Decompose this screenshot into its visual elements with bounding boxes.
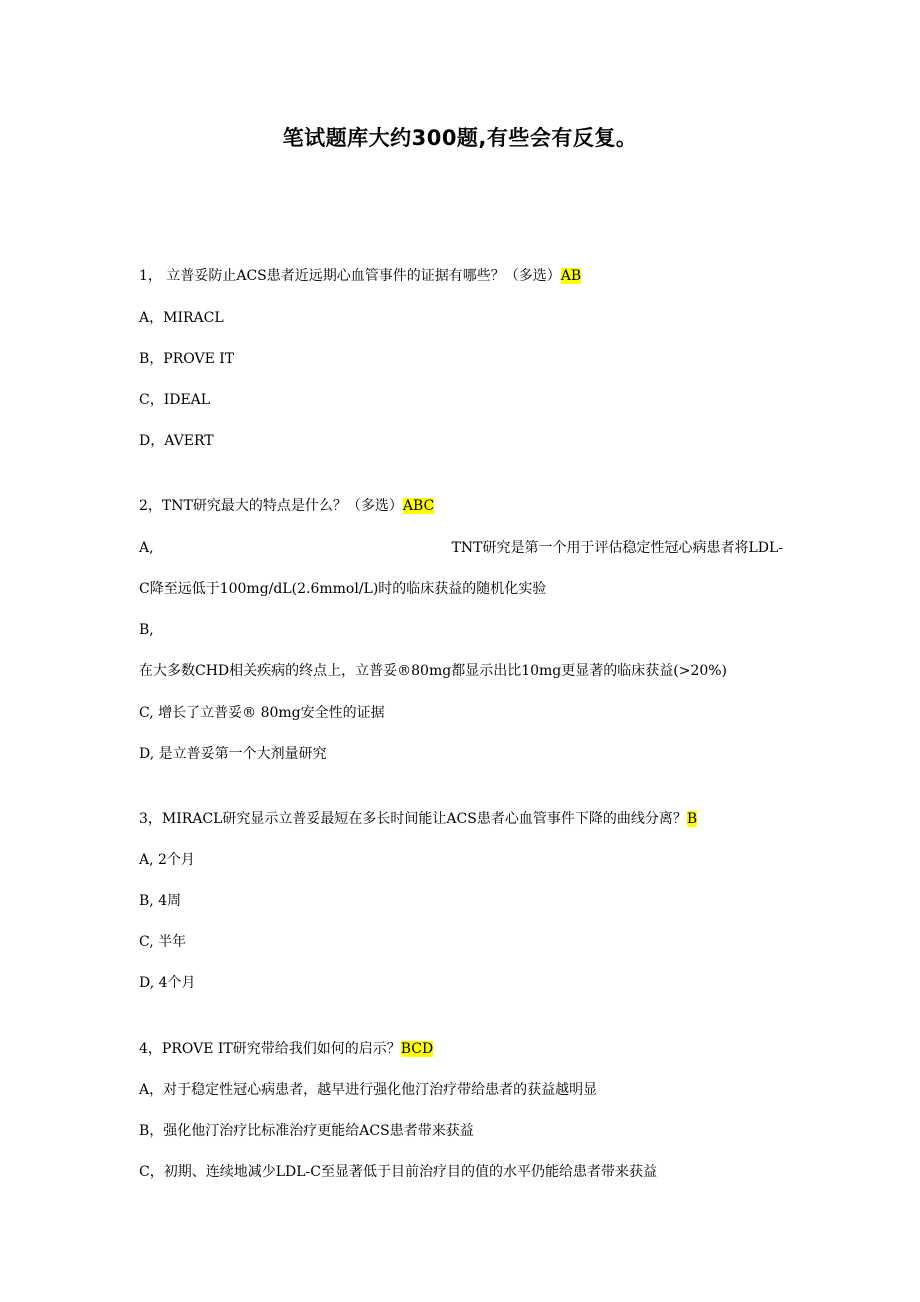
option-text: TNT研究是第一个用于评估稳定性冠心病患者将LDL- xyxy=(451,540,783,556)
question-3-option-d: D, 4个月 xyxy=(139,975,196,991)
question-4-option-a: A，对于稳定性冠心病患者，越早进行强化他汀治疗带给患者的获益越明显 xyxy=(139,1082,598,1098)
question-4-option-b: B，强化他汀治疗比标准治疗更能给ACS患者带来获益 xyxy=(139,1123,474,1139)
option-label: A, xyxy=(139,540,154,556)
question-3-option-c: C, 半年 xyxy=(139,934,187,950)
question-3-option-b: B, 4周 xyxy=(139,893,182,909)
question-2-option-a-continuation: C降至远低于100mg/dL(2.6mmol/L)时的临床获益的随机化实验 xyxy=(139,581,547,597)
question-4-answer: BCD xyxy=(400,1041,434,1057)
question-2-option-a xyxy=(139,538,783,558)
question-3-answer: B xyxy=(686,811,698,827)
question-1-option-a: A，MIRACL xyxy=(139,310,224,326)
question-1 xyxy=(139,266,581,286)
question-3 xyxy=(139,809,697,829)
question-1-option-c: C，IDEAL xyxy=(139,392,211,408)
question-2 xyxy=(139,496,434,516)
question-2-option-b-text: 在大多数CHD相关疾病的终点上，立普妥®80mg都显示出比10mg更显著的临床获益(>20%) xyxy=(139,663,728,679)
question-2-option-c: C, 增长了立普妥® 80mg安全性的证据 xyxy=(139,705,385,721)
question-1-answer: AB xyxy=(560,268,582,284)
question-2-text: 2，TNT研究最大的特点是什么？（多选） xyxy=(139,498,403,514)
question-4-option-c: C，初期、连续地减少LDL-C至显著低于目前治疗目的值的水平仍能给患者带来获益 xyxy=(139,1164,657,1180)
question-1-text: 1， 立普妥防止ACS患者近远期心血管事件的证据有哪些？（多选） xyxy=(139,268,561,284)
question-4-text: 4，PROVE IT研究带给我们如何的启示？ xyxy=(139,1041,401,1057)
question-2-answer: ABC xyxy=(402,498,435,514)
question-1-option-b: B，PROVE IT xyxy=(139,351,235,367)
question-2-option-b-label: B, xyxy=(139,622,154,638)
page-title: 笔试题库大约300题,有些会有反复。 xyxy=(282,126,638,150)
question-1-option-d: D，AVERT xyxy=(139,433,214,449)
question-3-text: 3，MIRACL研究显示立普妥最短在多长时间能让ACS患者心血管事件下降的曲线分离？ xyxy=(139,811,687,827)
question-3-option-a: A, 2个月 xyxy=(139,852,195,868)
question-4 xyxy=(139,1039,433,1059)
question-2-option-d: D, 是立普妥第一个大剂量研究 xyxy=(139,746,327,762)
